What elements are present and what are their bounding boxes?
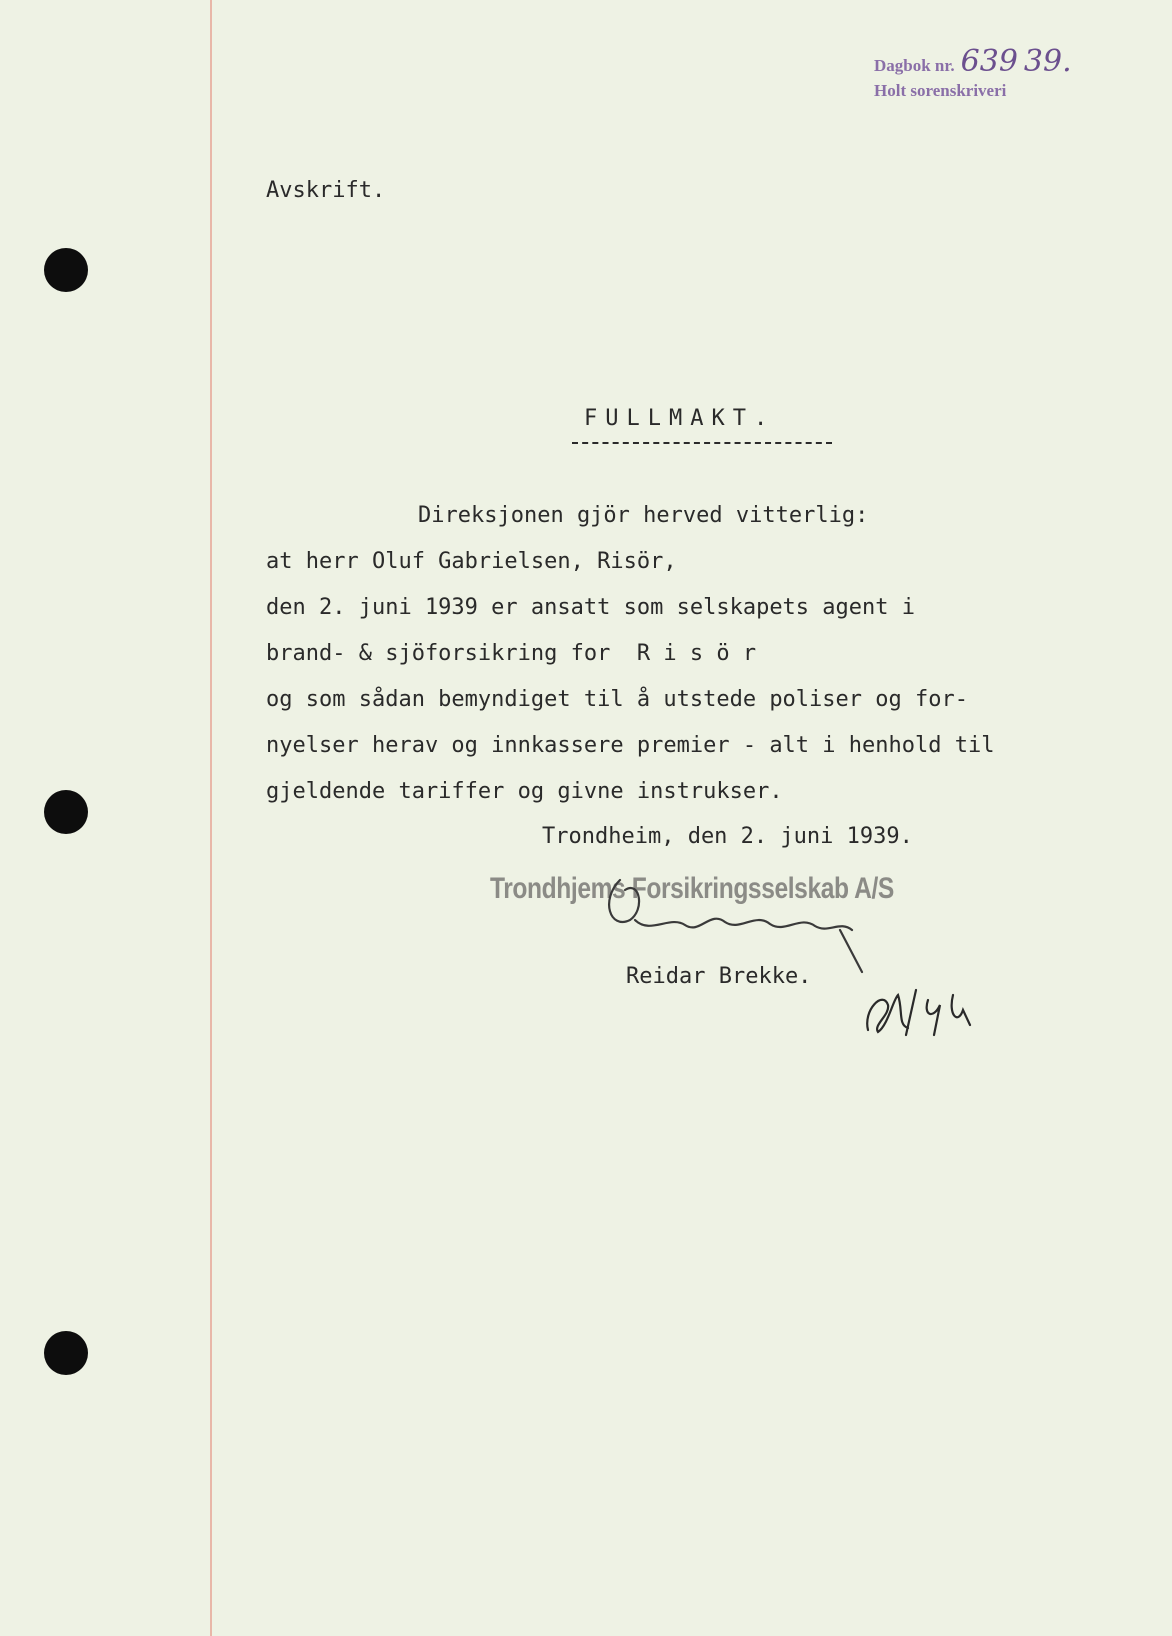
stamp-number: 639 <box>960 44 1018 79</box>
body-line: brand- & sjöforsikring for R i s ö r <box>266 641 757 666</box>
body-line: gjeldende tariffer og givne instrukser. <box>266 779 783 804</box>
handwritten-signature <box>590 860 880 980</box>
body-line: og som sådan bemyndiget til å utstede poliser og for- <box>266 687 968 712</box>
punch-hole <box>44 248 88 292</box>
stamp-label: Dagbok nr. <box>874 56 955 75</box>
document-title: FULLMAKT. <box>584 406 776 431</box>
stamp-year: 39. <box>1023 44 1072 79</box>
margin-line <box>210 0 212 1636</box>
body-line: Direksjonen gjör herved vitterlig: <box>418 503 869 528</box>
body-line: at herr Oluf Gabrielsen, Risör, <box>266 549 677 574</box>
company-stamp: Trondhjems Forsikringsselskab A/S <box>490 872 894 905</box>
registry-stamp <box>874 44 1072 101</box>
title-underline <box>572 442 832 444</box>
body-line: nyelser herav og innkassere premier - alt i henhold til <box>266 733 995 758</box>
body-line: den 2. juni 1939 er ansatt som selskapets agent i <box>266 595 916 620</box>
punch-hole <box>44 1331 88 1375</box>
signatory-name: Reidar Brekke. <box>626 964 812 989</box>
handwritten-initials <box>858 980 988 1040</box>
place-date: Trondheim, den 2. juni 1939. <box>542 824 913 849</box>
stamp-office: Holt sorenskriveri <box>874 81 1007 100</box>
punch-hole <box>44 790 88 834</box>
document-heading: Avskrift. <box>266 178 386 203</box>
